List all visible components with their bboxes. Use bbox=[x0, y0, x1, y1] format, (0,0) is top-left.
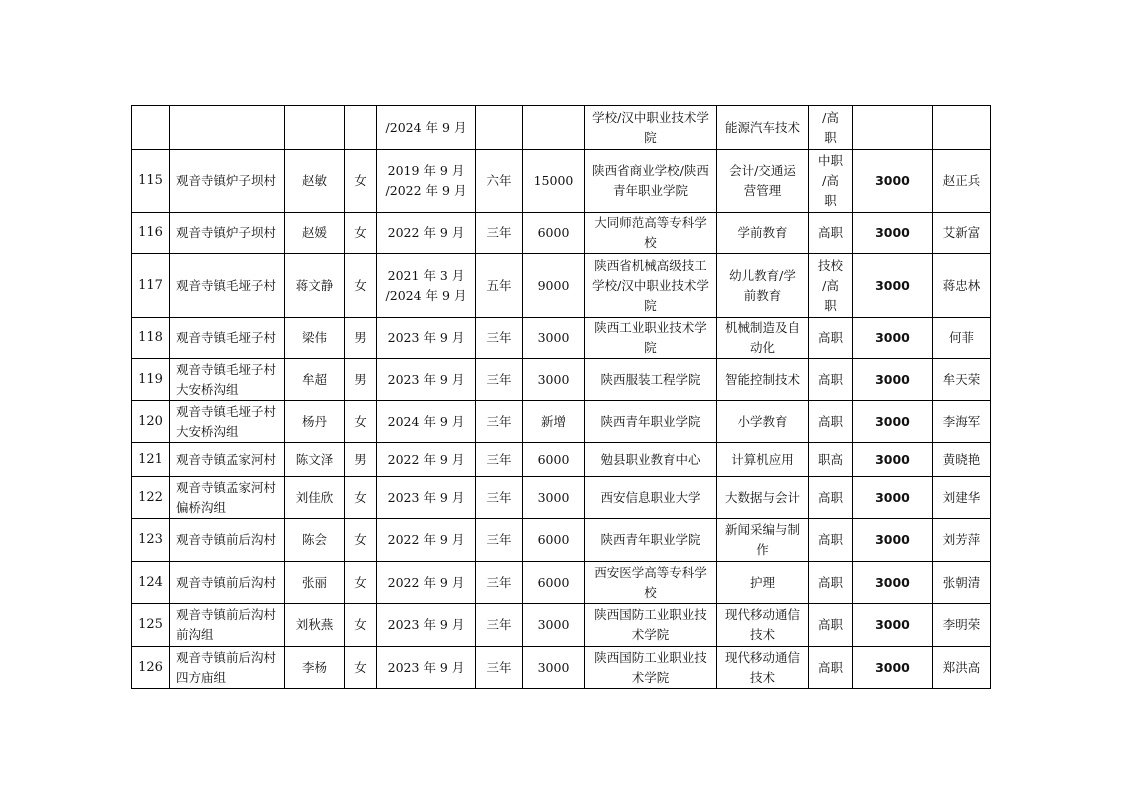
table-row bbox=[132, 254, 991, 318]
table-row bbox=[132, 213, 991, 254]
cell-duration: 三年 bbox=[476, 318, 523, 359]
cell-duration: 三年 bbox=[476, 604, 523, 647]
cell-address: 观音寺镇前后沟村 四方庙组 bbox=[170, 647, 285, 689]
table-body bbox=[132, 106, 991, 689]
cell-name: 张丽 bbox=[285, 562, 345, 604]
cell-major: 现代移动通信 技术 bbox=[717, 604, 809, 647]
cell-level: /高 职 bbox=[809, 106, 853, 150]
cell-level: 中职 /高 职 bbox=[809, 150, 853, 213]
cell-gender: 女 bbox=[345, 647, 377, 689]
cell-school: 陕西青年职业学院 bbox=[585, 401, 717, 443]
cell-level: 高职 bbox=[809, 604, 853, 647]
cell-guardian: 艾新富 bbox=[933, 213, 991, 254]
cell-name: 蒋文静 bbox=[285, 254, 345, 318]
cell-tuition: 6000 bbox=[523, 443, 585, 477]
cell-index: 125 bbox=[132, 604, 170, 647]
cell-guardian: 李海军 bbox=[933, 401, 991, 443]
student-aid-table bbox=[131, 105, 991, 689]
cell-enroll-date: 2022 年 9 月 bbox=[377, 519, 476, 562]
cell-index: 117 bbox=[132, 254, 170, 318]
cell-gender: 女 bbox=[345, 254, 377, 318]
cell-gender: 女 bbox=[345, 150, 377, 213]
cell-school: 陕西服装工程学院 bbox=[585, 359, 717, 401]
cell-major: 计算机应用 bbox=[717, 443, 809, 477]
cell-address: 观音寺镇前后沟村 bbox=[170, 562, 285, 604]
cell-major: 现代移动通信 技术 bbox=[717, 647, 809, 689]
cell-enroll-date: 2023 年 9 月 bbox=[377, 318, 476, 359]
table-row bbox=[132, 562, 991, 604]
cell-name: 赵媛 bbox=[285, 213, 345, 254]
cell-enroll-date: 2023 年 9 月 bbox=[377, 477, 476, 519]
cell-guardian: 刘建华 bbox=[933, 477, 991, 519]
cell-enroll-date: 2022 年 9 月 bbox=[377, 443, 476, 477]
cell-major: 会计/交通运 营管理 bbox=[717, 150, 809, 213]
cell-tuition: 6000 bbox=[523, 519, 585, 562]
cell-major: 小学教育 bbox=[717, 401, 809, 443]
cell-gender: 女 bbox=[345, 519, 377, 562]
cell-level: 高职 bbox=[809, 213, 853, 254]
cell-duration: 三年 bbox=[476, 401, 523, 443]
cell-level: 技校 /高 职 bbox=[809, 254, 853, 318]
cell-school: 陕西省商业学校/陕西 青年职业学院 bbox=[585, 150, 717, 213]
cell-level: 高职 bbox=[809, 562, 853, 604]
cell-amount: 3000 bbox=[853, 150, 933, 213]
cell-gender: 女 bbox=[345, 213, 377, 254]
cell-amount: 3000 bbox=[853, 254, 933, 318]
cell-level: 高职 bbox=[809, 647, 853, 689]
table-row bbox=[132, 318, 991, 359]
cell-guardian: 李明荣 bbox=[933, 604, 991, 647]
cell-address bbox=[170, 106, 285, 150]
cell-enroll-date: 2024 年 9 月 bbox=[377, 401, 476, 443]
cell-address: 观音寺镇孟家河村 偏桥沟组 bbox=[170, 477, 285, 519]
cell-amount: 3000 bbox=[853, 359, 933, 401]
cell-school: 西安医学高等专科学 校 bbox=[585, 562, 717, 604]
cell-duration bbox=[476, 106, 523, 150]
cell-gender: 女 bbox=[345, 604, 377, 647]
cell-guardian bbox=[933, 106, 991, 150]
cell-school: 勉县职业教育中心 bbox=[585, 443, 717, 477]
cell-enroll-date: 2019 年 9 月 /2022 年 9 月 bbox=[377, 150, 476, 213]
cell-amount: 3000 bbox=[853, 401, 933, 443]
cell-index: 115 bbox=[132, 150, 170, 213]
cell-guardian: 蒋忠林 bbox=[933, 254, 991, 318]
cell-enroll-date: 2023 年 9 月 bbox=[377, 604, 476, 647]
cell-tuition: 3000 bbox=[523, 647, 585, 689]
cell-name: 刘秋燕 bbox=[285, 604, 345, 647]
table-row bbox=[132, 443, 991, 477]
cell-gender: 男 bbox=[345, 443, 377, 477]
cell-major: 新闻采编与制 作 bbox=[717, 519, 809, 562]
cell-address: 观音寺镇孟家河村 bbox=[170, 443, 285, 477]
cell-school: 陕西省机械高级技工 学校/汉中职业技术学 院 bbox=[585, 254, 717, 318]
cell-duration: 三年 bbox=[476, 562, 523, 604]
cell-gender: 女 bbox=[345, 477, 377, 519]
cell-amount bbox=[853, 106, 933, 150]
cell-tuition: 15000 bbox=[523, 150, 585, 213]
cell-name: 李杨 bbox=[285, 647, 345, 689]
cell-name: 杨丹 bbox=[285, 401, 345, 443]
cell-school: 陕西工业职业技术学 院 bbox=[585, 318, 717, 359]
cell-tuition: 3000 bbox=[523, 604, 585, 647]
cell-index: 119 bbox=[132, 359, 170, 401]
cell-tuition: 6000 bbox=[523, 562, 585, 604]
cell-address: 观音寺镇炉子坝村 bbox=[170, 213, 285, 254]
cell-duration: 三年 bbox=[476, 519, 523, 562]
cell-major: 学前教育 bbox=[717, 213, 809, 254]
table-row bbox=[132, 401, 991, 443]
cell-major: 能源汽车技术 bbox=[717, 106, 809, 150]
cell-amount: 3000 bbox=[853, 647, 933, 689]
cell-guardian: 赵正兵 bbox=[933, 150, 991, 213]
cell-index: 116 bbox=[132, 213, 170, 254]
cell-duration: 三年 bbox=[476, 359, 523, 401]
cell-tuition: 3000 bbox=[523, 477, 585, 519]
cell-enroll-date: 2023 年 9 月 bbox=[377, 647, 476, 689]
cell-school: 西安信息职业大学 bbox=[585, 477, 717, 519]
table-row bbox=[132, 647, 991, 689]
cell-name: 梁伟 bbox=[285, 318, 345, 359]
cell-address: 观音寺镇炉子坝村 bbox=[170, 150, 285, 213]
cell-enroll-date: 2023 年 9 月 bbox=[377, 359, 476, 401]
cell-school: 大同师范高等专科学 校 bbox=[585, 213, 717, 254]
cell-duration: 三年 bbox=[476, 477, 523, 519]
table-row bbox=[132, 106, 991, 150]
cell-index: 120 bbox=[132, 401, 170, 443]
cell-duration: 三年 bbox=[476, 443, 523, 477]
cell-name bbox=[285, 106, 345, 150]
table-row bbox=[132, 359, 991, 401]
cell-gender: 男 bbox=[345, 359, 377, 401]
cell-index: 122 bbox=[132, 477, 170, 519]
cell-name: 陈会 bbox=[285, 519, 345, 562]
cell-school: 学校/汉中职业技术学 院 bbox=[585, 106, 717, 150]
cell-name: 陈文泽 bbox=[285, 443, 345, 477]
cell-enroll-date: 2022 年 9 月 bbox=[377, 562, 476, 604]
cell-school: 陕西国防工业职业技 术学院 bbox=[585, 647, 717, 689]
table-row bbox=[132, 477, 991, 519]
cell-duration: 五年 bbox=[476, 254, 523, 318]
cell-gender: 女 bbox=[345, 401, 377, 443]
cell-tuition: 新增 bbox=[523, 401, 585, 443]
cell-amount: 3000 bbox=[853, 318, 933, 359]
cell-gender: 男 bbox=[345, 318, 377, 359]
cell-index: 121 bbox=[132, 443, 170, 477]
cell-address: 观音寺镇前后沟村 前沟组 bbox=[170, 604, 285, 647]
cell-guardian: 牟天荣 bbox=[933, 359, 991, 401]
cell-school: 陕西青年职业学院 bbox=[585, 519, 717, 562]
cell-level: 高职 bbox=[809, 359, 853, 401]
cell-index: 118 bbox=[132, 318, 170, 359]
table-row bbox=[132, 519, 991, 562]
cell-tuition bbox=[523, 106, 585, 150]
cell-tuition: 3000 bbox=[523, 318, 585, 359]
cell-gender bbox=[345, 106, 377, 150]
cell-index: 124 bbox=[132, 562, 170, 604]
cell-duration: 三年 bbox=[476, 213, 523, 254]
cell-tuition: 3000 bbox=[523, 359, 585, 401]
cell-address: 观音寺镇毛垭子村 bbox=[170, 254, 285, 318]
cell-amount: 3000 bbox=[853, 604, 933, 647]
cell-tuition: 9000 bbox=[523, 254, 585, 318]
cell-gender: 女 bbox=[345, 562, 377, 604]
cell-guardian: 刘芳萍 bbox=[933, 519, 991, 562]
cell-major: 机械制造及自 动化 bbox=[717, 318, 809, 359]
cell-guardian: 张朝清 bbox=[933, 562, 991, 604]
cell-duration: 六年 bbox=[476, 150, 523, 213]
cell-enroll-date: 2022 年 9 月 bbox=[377, 213, 476, 254]
cell-guardian: 黄晓艳 bbox=[933, 443, 991, 477]
cell-level: 高职 bbox=[809, 519, 853, 562]
cell-amount: 3000 bbox=[853, 213, 933, 254]
cell-guardian: 何菲 bbox=[933, 318, 991, 359]
cell-major: 护理 bbox=[717, 562, 809, 604]
cell-level: 高职 bbox=[809, 401, 853, 443]
cell-duration: 三年 bbox=[476, 647, 523, 689]
cell-level: 职高 bbox=[809, 443, 853, 477]
cell-major: 幼儿教育/学 前教育 bbox=[717, 254, 809, 318]
cell-school: 陕西国防工业职业技 术学院 bbox=[585, 604, 717, 647]
cell-index: 123 bbox=[132, 519, 170, 562]
cell-address: 观音寺镇毛垭子村 大安桥沟组 bbox=[170, 359, 285, 401]
cell-index bbox=[132, 106, 170, 150]
cell-major: 智能控制技术 bbox=[717, 359, 809, 401]
cell-level: 高职 bbox=[809, 477, 853, 519]
cell-amount: 3000 bbox=[853, 477, 933, 519]
cell-major: 大数据与会计 bbox=[717, 477, 809, 519]
cell-guardian: 郑洪高 bbox=[933, 647, 991, 689]
cell-amount: 3000 bbox=[853, 519, 933, 562]
cell-amount: 3000 bbox=[853, 443, 933, 477]
cell-name: 刘佳欣 bbox=[285, 477, 345, 519]
table-row bbox=[132, 150, 991, 213]
cell-level: 高职 bbox=[809, 318, 853, 359]
cell-tuition: 6000 bbox=[523, 213, 585, 254]
cell-enroll-date: 2021 年 3 月 /2024 年 9 月 bbox=[377, 254, 476, 318]
cell-amount: 3000 bbox=[853, 562, 933, 604]
cell-address: 观音寺镇毛垭子村 大安桥沟组 bbox=[170, 401, 285, 443]
table-row bbox=[132, 604, 991, 647]
cell-address: 观音寺镇前后沟村 bbox=[170, 519, 285, 562]
cell-address: 观音寺镇毛垭子村 bbox=[170, 318, 285, 359]
cell-name: 牟超 bbox=[285, 359, 345, 401]
cell-name: 赵敏 bbox=[285, 150, 345, 213]
cell-index: 126 bbox=[132, 647, 170, 689]
cell-enroll-date: /2024 年 9 月 bbox=[377, 106, 476, 150]
